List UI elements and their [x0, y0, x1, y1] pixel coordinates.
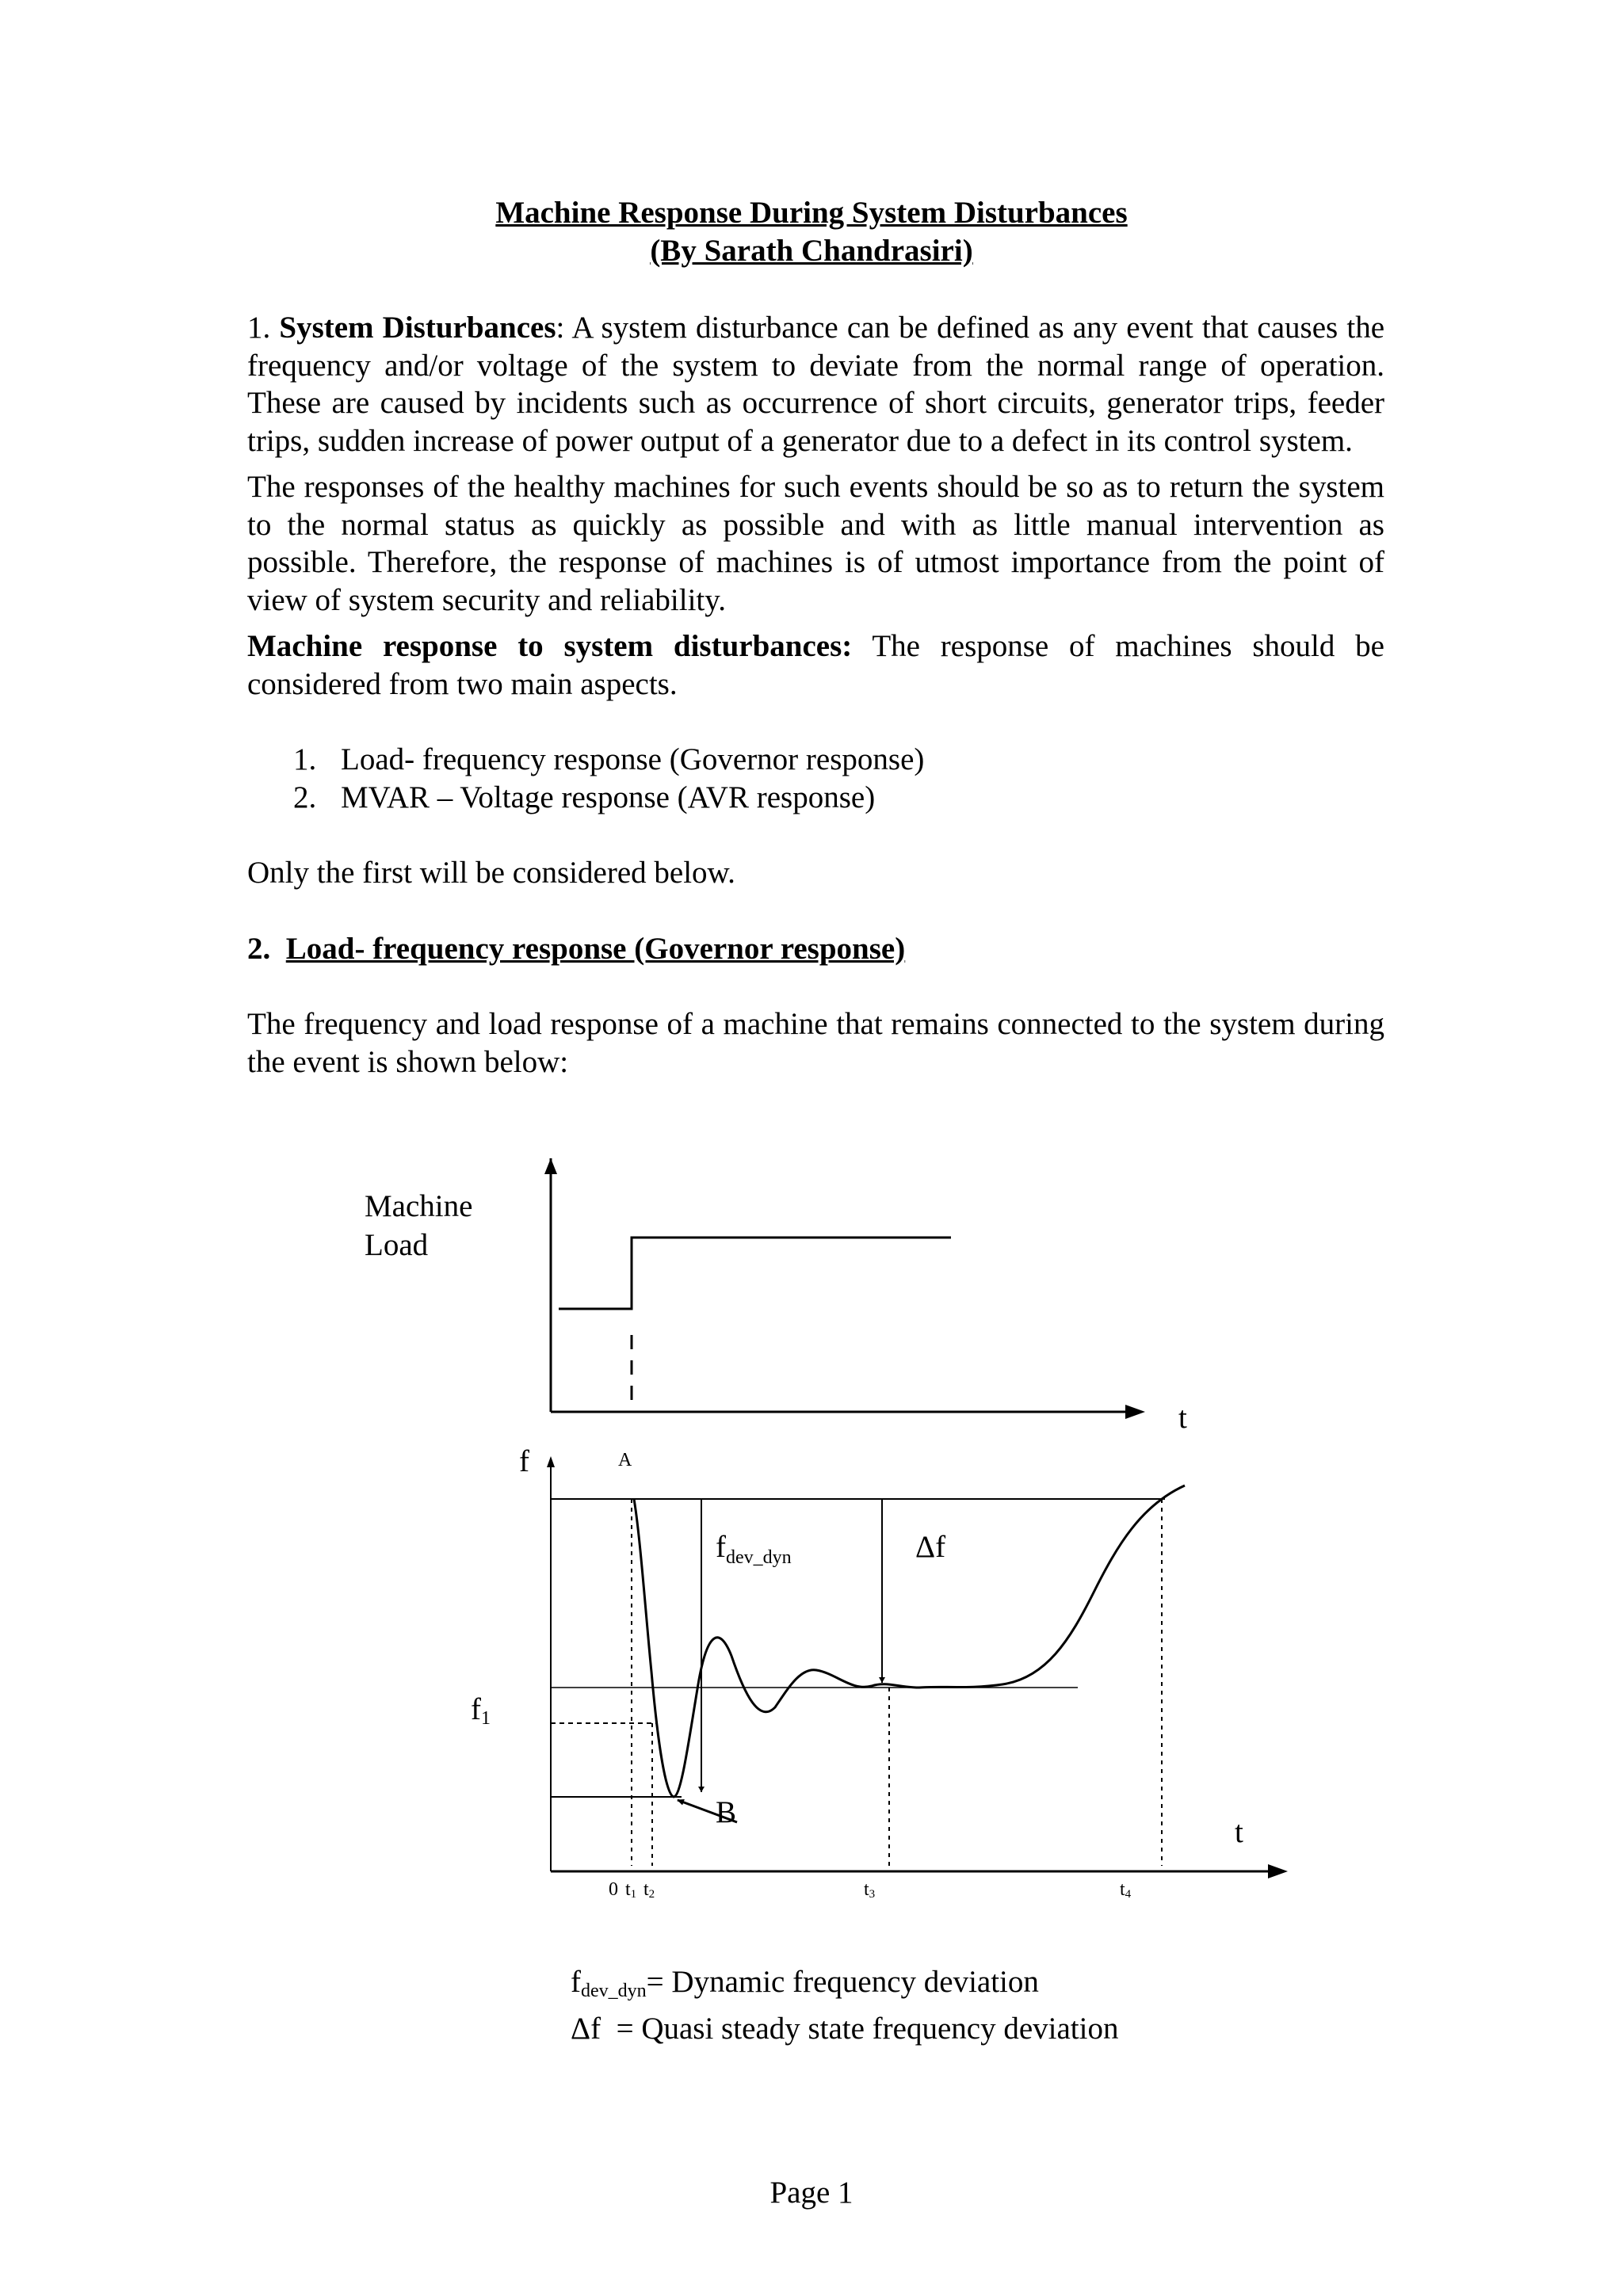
list-item-number: 1.: [293, 742, 317, 776]
load-step-line: [559, 1238, 951, 1309]
machine-load-plot: [365, 1158, 1187, 1435]
point-b-label: B: [716, 1795, 737, 1829]
f1-label-main: f: [471, 1692, 481, 1726]
legend-fdev-sub: dev_dyn: [581, 1981, 647, 2001]
fdev-dyn-label: [716, 1530, 792, 1568]
tick-t4-main: t: [1120, 1879, 1125, 1900]
section-2-number: 2.: [247, 931, 271, 966]
tick-t3-main: t: [864, 1879, 869, 1900]
f1-label: [471, 1692, 491, 1729]
tick-0-label: 0: [609, 1879, 618, 1900]
page-number: Page 1: [769, 2176, 854, 2210]
frequency-plot: [471, 1444, 1288, 1901]
machine-response-heading: Machine response to system disturbances:: [247, 629, 853, 663]
machine-response-text: The response of machines should be considered from two main aspects.: [247, 629, 1384, 701]
bottom-time-label: t: [1235, 1815, 1243, 1849]
frequency-time-axis-arrow: [1268, 1864, 1288, 1878]
point-a-label: A: [618, 1450, 632, 1470]
only-first-paragraph: Only the first will be considered below.: [247, 856, 735, 890]
legend-delta-f-text: = Quasi steady state frequency deviation: [601, 2012, 1119, 2046]
legend-fdev-main: f: [571, 1965, 581, 1999]
tick-t3-sub: 3: [869, 1888, 876, 1901]
delta-f-label: Δf: [915, 1530, 946, 1564]
load-y-axis-arrow: [544, 1158, 557, 1174]
list-item-text: Load- frequency response (Governor response): [341, 742, 925, 776]
section-2-title: Load- frequency response (Governor response): [285, 931, 906, 966]
tick-t4-sub: 4: [1125, 1888, 1132, 1901]
f1-label-sub: 1: [481, 1708, 491, 1729]
tick-t1-sub: 1: [630, 1888, 637, 1901]
document-title: Machine Response During System Disturbances: [495, 196, 1128, 230]
tick-t4-label: [1120, 1879, 1132, 1901]
load-label-line2: Load: [365, 1228, 429, 1262]
section-1-heading: System Disturbances: [279, 311, 556, 345]
legend-line-delta-f: [571, 2010, 1118, 2048]
section-2-intro: The frequency and load response of a machine that remains connected to the system during the event is shown below:: [247, 1007, 1384, 1079]
fdev-dyn-label-sub: dev_dyn: [726, 1547, 792, 1568]
list-item-text: MVAR – Voltage response (AVR response): [341, 780, 876, 814]
load-label-line1: Machine: [365, 1189, 473, 1223]
top-time-label: t: [1178, 1401, 1187, 1435]
legend-delta-f-symbol: Δf: [571, 2012, 601, 2046]
tick-t2-sub: 2: [648, 1888, 655, 1901]
tick-t1-main: t: [625, 1879, 631, 1900]
list-item-number: 2.: [293, 780, 317, 814]
section-1-text: : A system disturbance can be defined as any event that causes the frequency and/or voltage of the system to deviate from the normal range of operation. These are caused by incidents such as occurrence of short circuits, generator trips, feeder trips, sudden increase of power output of a generator due to a defect in its control system.: [247, 311, 1384, 458]
tick-t3-label: [864, 1879, 875, 1901]
tick-t2-main: t: [643, 1879, 649, 1900]
legend-fdev-text: = Dynamic frequency deviation: [646, 1965, 1039, 1999]
legend-line-fdev: [571, 1963, 1118, 2010]
load-time-axis-arrow: [1125, 1405, 1145, 1419]
section-1-number: 1.: [247, 311, 271, 345]
responses-paragraph: The responses of the healthy machines for such events should be so as to return the system to the normal status as quickly as possible and with as little manual intervention as possible. Therefore, the response of machines is of utmost importance from the point of view of system security and reliability.: [247, 470, 1384, 617]
tick-t2-label: [643, 1879, 655, 1901]
diagram-legend: [571, 1963, 1118, 2048]
document-author: (By Sarath Chandrasiri): [650, 234, 973, 268]
fdev-dyn-label-main: f: [716, 1530, 726, 1564]
frequency-y-axis-arrow: [547, 1456, 555, 1467]
tick-t1-label: [625, 1879, 636, 1901]
frequency-axis-label: f: [519, 1444, 529, 1478]
